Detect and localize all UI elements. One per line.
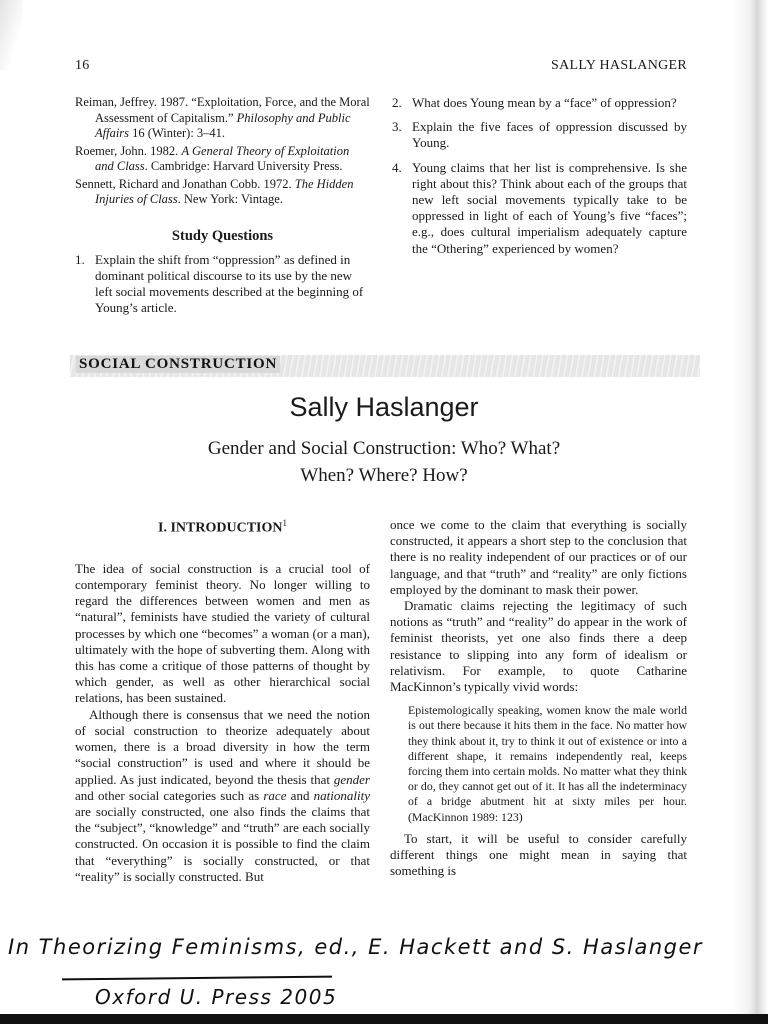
paragraph: The idea of social construction is a crucial tool of contemporary feminist theory. No longer willing to regard the differences between women and men as “natural”, feminists have studied the variety of cultural processes by which one “becomes” a woman (or a man), ultimately with the hope of subverting them. Along with this has come a critique of those patterns of thought by which gender, as well as other hierarchical social relations, has been sustained. bbox=[75, 560, 370, 706]
introduction-heading: I. INTRODUCTION$^1$ bbox=[158, 518, 287, 536]
article-author: Sally Haslanger bbox=[289, 392, 479, 422]
handwritten-underline bbox=[62, 976, 332, 981]
left-column-top bbox=[75, 95, 370, 325]
reference-entry: Sennett, Richard and Jonathan Cobb. 1972. The Hidden Injuries of Class. New York: Vintage. bbox=[75, 176, 354, 206]
reference-entry: Reiman, Jeffrey. 1987. “Exploitation, Force, and the Moral Assessment of Capitalism.” Philosophy and Public Affairs 16 (Winter): 3–41. bbox=[75, 95, 370, 140]
paragraph: To start, it will be useful to consider carefully different things one might mean in saying that something is bbox=[390, 830, 687, 879]
scan-shadow-right bbox=[732, 0, 768, 1024]
study-question: 4. Young claims that her list is comprehensive. Is she right about this? Think about each of the groups that new left social movements typically take to be oppressed in light of each of Young’s five “faces”; e.g., does cultural imperialism adequately capture the “Othering” experienced by women? bbox=[392, 159, 687, 256]
study-question: 2. What does Young mean by a “face” of oppression? bbox=[392, 95, 677, 110]
block-quote: Epistemologically speaking, women know the male world is out there because it hits them in the face. No matter how they think about it, try to think it out of existence or into a different shape, it remains independently real, keeps forcing them into certain molds. No matter what they think or do, they cannot get out of it. It has all the indeterminacy of a bridge abutment hit at sixty miles per hour. (MacKinnon 1989: 123) bbox=[408, 703, 687, 824]
handwritten-citation: In Theorizing Feminisms, ed., E. Hackett and S. Haslanger bbox=[8, 935, 704, 959]
paragraph: once we come to the claim that everything is socially constructed, it appears a short step to the conclusion that there is no reality independent of our practices or of our language, and that “truth” and “reality” are only fictions employed by the dominant to mask their power. bbox=[390, 517, 687, 597]
left-column-body bbox=[75, 515, 370, 885]
study-question: 3. Explain the five faces of oppression discussed by Young. bbox=[392, 119, 687, 151]
study-question: 1. Explain the shift from “oppression” as defined in dominant political discourse to its use by the new left social movements described at the beginning of Young’s article. bbox=[75, 251, 364, 316]
footnote-marker: 1 bbox=[282, 518, 287, 528]
article-title bbox=[150, 435, 618, 489]
paragraph: Although there is consensus that we need the notion of social construction to theorize adequately about women, there is a broad diversity in how the term “social construction” is used and where it should be applied. As just indicated, beyond the thesis that gender and other social categories such as race and nationality are socially constructed, one also finds the claims that the “subject”, “knowledge” and “truth” are each socially constructed. On occasion it is possible to find the claim that “everything” is socially constructed, or that “reality” is socially constructed. But bbox=[75, 706, 371, 884]
right-column-top bbox=[392, 95, 687, 265]
section-label: SOCIAL CONSTRUCTION bbox=[76, 356, 280, 373]
study-questions-heading: Study Questions bbox=[171, 227, 274, 244]
right-column-body bbox=[390, 517, 687, 879]
running-head-author: SALLY HASLANGER bbox=[551, 58, 687, 73]
scan-bottom-edge bbox=[0, 1014, 768, 1024]
paragraph: Dramatic claims rejecting the legitimacy of such notions as “truth” and “reality” do appear in the work of feminist theorists, yet one also finds there a deep resistance to slipping into any form of idealism or relativism. For example, to quote Catharine MacKinnon’s typically vivid words: bbox=[390, 598, 687, 695]
article-title-line: When? Where? How? bbox=[300, 465, 468, 486]
article-title-line: Gender and Social Construction: Who? What? bbox=[207, 438, 561, 459]
handwritten-publisher: Oxford U. Press 2005 bbox=[95, 985, 338, 1009]
reference-list bbox=[75, 95, 370, 208]
reference-entry: Roemer, John. 1982. A General Theory of Exploitation and Class. Cambridge: Harvard University Press. bbox=[75, 143, 350, 173]
scan-shadow-left bbox=[0, 0, 22, 70]
page-number: 16 bbox=[75, 58, 90, 73]
